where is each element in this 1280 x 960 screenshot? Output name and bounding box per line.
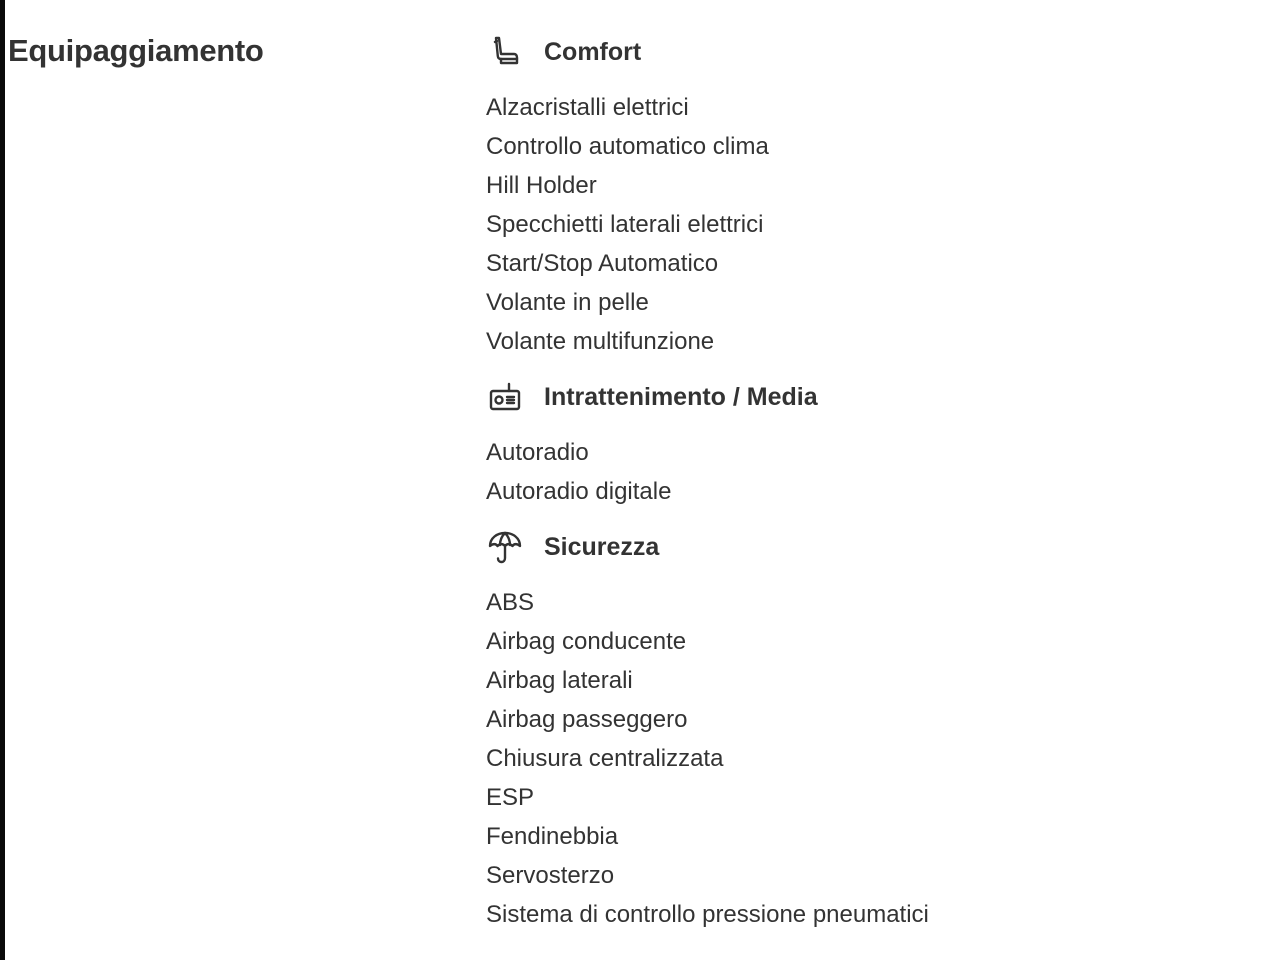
list-item: Specchietti laterali elettrici xyxy=(486,211,764,238)
item-list-media xyxy=(486,433,1266,511)
list-item: Fendinebbia xyxy=(486,823,619,850)
list-item: Autoradio digitale xyxy=(486,478,672,505)
car-seat-icon xyxy=(486,33,524,71)
item-list-safety xyxy=(486,583,1266,934)
list-item: ABS xyxy=(486,589,535,616)
category-safety xyxy=(486,525,1266,934)
left-edge-bar xyxy=(0,0,5,960)
list-item: Airbag passeggero xyxy=(486,706,688,733)
list-item: Alzacristalli elettrici xyxy=(486,94,689,121)
category-media xyxy=(486,375,1266,511)
list-item: Chiusura centralizzata xyxy=(486,745,724,772)
category-label: Comfort xyxy=(544,37,642,66)
list-item: Hill Holder xyxy=(486,172,597,199)
equipment-list xyxy=(486,30,1266,948)
list-item: Volante in pelle xyxy=(486,289,649,316)
item-list-comfort xyxy=(486,88,1266,361)
list-item: ESP xyxy=(486,784,535,811)
list-item: Servosterzo xyxy=(486,862,615,889)
category-comfort xyxy=(486,30,1266,361)
list-item: Airbag laterali xyxy=(486,667,633,694)
category-label: Sicurezza xyxy=(544,532,660,561)
list-item: Volante multifunzione xyxy=(486,328,715,355)
section-title: Equipaggiamento xyxy=(8,33,264,68)
category-label: Intrattenimento / Media xyxy=(544,382,818,411)
list-item: Start/Stop Automatico xyxy=(486,250,719,277)
category-header-safety xyxy=(486,525,1266,569)
list-item: Autoradio xyxy=(486,439,589,466)
umbrella-icon xyxy=(486,528,524,566)
list-item: Airbag conducente xyxy=(486,628,687,655)
category-header-media xyxy=(486,375,1266,419)
radio-icon xyxy=(486,378,524,416)
list-item: Controllo automatico clima xyxy=(486,133,769,160)
category-header-comfort xyxy=(486,30,1266,74)
list-item: Sistema di controllo pressione pneumatici xyxy=(486,901,929,928)
